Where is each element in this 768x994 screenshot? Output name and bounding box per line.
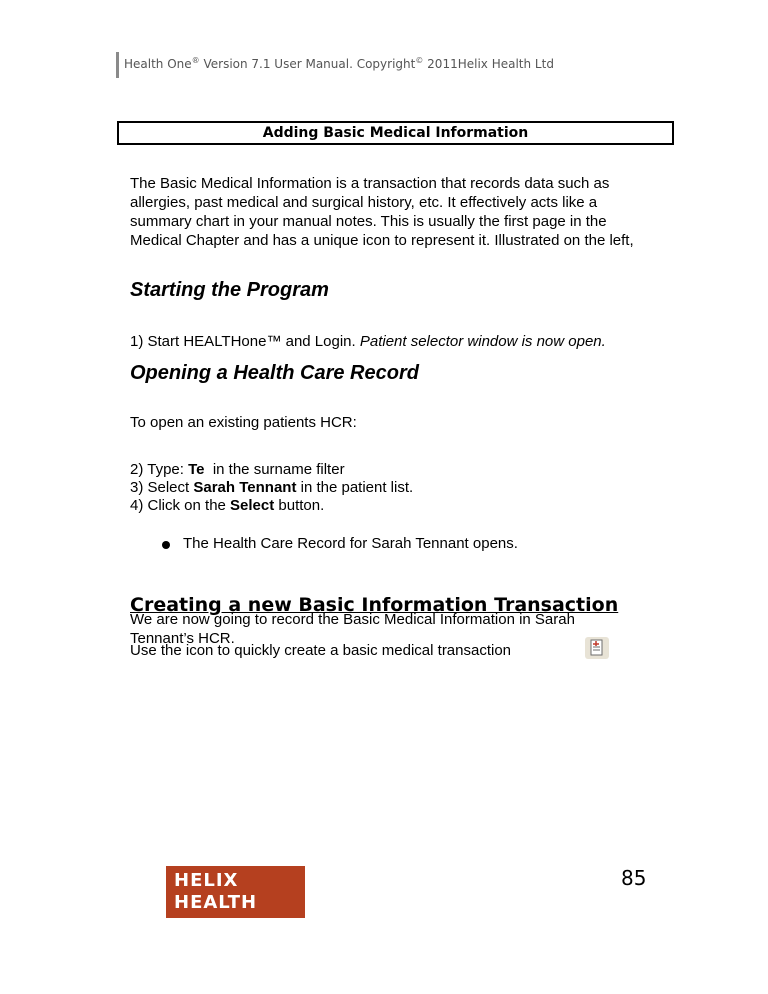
header-rule xyxy=(116,52,119,78)
step-3: 3) Select Sarah Tennant in the patient list. xyxy=(130,479,414,496)
page-header: Health One® Version 7.1 User Manual. Copyright© 2011Helix Health Ltd xyxy=(124,56,554,71)
icon-instruction: Use the icon to quickly create a basic medical transaction xyxy=(130,642,512,659)
basic-medical-transaction-icon[interactable] xyxy=(585,637,609,659)
helix-health-logo: HELIX HEALTH xyxy=(166,866,305,918)
heading-creating-transaction: Creating a new Basic Information Transaction xyxy=(130,594,619,616)
heading-opening-record: Opening a Health Care Record xyxy=(130,362,419,384)
bullet-icon xyxy=(162,541,170,549)
section-title: Adding Basic Medical Information xyxy=(117,121,674,145)
document-icon xyxy=(585,637,609,659)
step-2: 2) Type: Te in the surname filter xyxy=(130,461,345,478)
step-1: 1) Start HEALTHone™ and Login. Patient selector window is now open. xyxy=(130,333,606,350)
heading-starting-program: Starting the Program xyxy=(130,279,329,301)
step-4: 4) Click on the Select button. xyxy=(130,497,325,514)
creating-paragraph: We are now going to record the Basic Medical Information in Sarah Tennant’s HCR. xyxy=(130,611,575,647)
opening-intro: To open an existing patients HCR: xyxy=(130,414,357,431)
bullet-item: The Health Care Record for Sarah Tennant opens. xyxy=(183,535,518,552)
intro-paragraph: The Basic Medical Information is a transaction that records data such as allergies, past medical and surgical history, etc. It effectively acts like a summary chart in your manual notes. This is usually the first page in the Medical Chapter and has a unique icon to represent it. Illustrated on the left, xyxy=(130,175,634,249)
page-number: 85 xyxy=(621,866,647,890)
